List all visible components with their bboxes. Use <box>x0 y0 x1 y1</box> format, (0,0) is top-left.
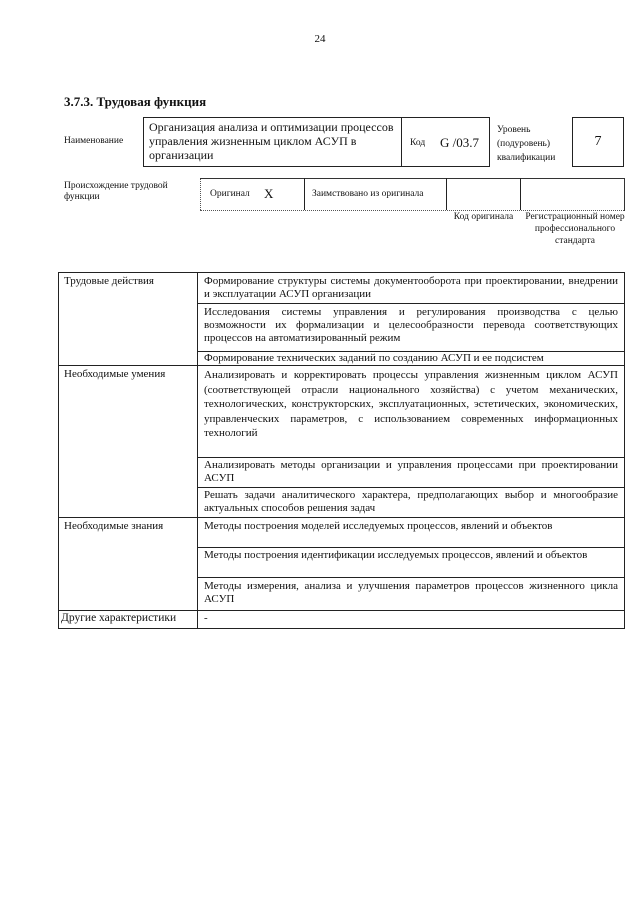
labor-action-item: Исследования системы управления и регулирования производства с целью возможности их формализации и целесообразности перевода соответствующих процессов на автоматизированный режим <box>204 306 618 344</box>
table-top-border <box>58 272 625 273</box>
item-divider <box>197 487 625 488</box>
item-divider <box>197 303 625 304</box>
level-box <box>572 117 624 167</box>
page-number: 24 <box>314 33 326 45</box>
labor-action-item: Формирование структуры системы документооборота при проектировании, внедрении и эксплуатации АСУП организации <box>204 275 618 300</box>
row-divider-3 <box>58 610 625 611</box>
other-item: - <box>204 612 208 624</box>
skill-item: Анализировать методы организации и управления процессами при проектировании АСУП <box>204 459 618 484</box>
skill-item: Решать задачи аналитического характера, предполагающих выбор и многообразие актуальных способов решения задач <box>204 489 618 514</box>
row-label-labor-actions: Трудовые действия <box>64 275 154 287</box>
row-divider-2 <box>58 517 625 518</box>
skill-item: Анализировать и корректировать процессы управления жизненным циклом АСУП (соответствующей отрасли национального хозяйства) с учетом механических, технологических, конструкторских, эксплуатационных, эстетических, экономических, управленческих параметров, с использованием современных информационных технологий <box>204 369 618 439</box>
row-label-knowledge: Необходимые знания <box>64 520 164 532</box>
knowledge-item: Методы измерения, анализа и улучшения параметров процессов жизненного цикла АСУП <box>204 580 618 605</box>
main-table <box>58 272 625 629</box>
level-value: 7 <box>594 134 602 149</box>
table-right-border <box>624 272 625 629</box>
labor-action-item: Формирование технических заданий по созданию АСУП и ее подсистем <box>204 352 544 364</box>
knowledge-item: Методы построения моделей исследуемых процессов, явлений и объектов <box>204 520 553 532</box>
table-left-border <box>58 272 59 629</box>
reg-number-caption: Регистрационный номер профессионального стандарта <box>525 212 625 246</box>
knowledge-item: Методы построения идентификации исследуемых процессов, явлений и объектов <box>204 549 588 561</box>
name-box <box>143 117 402 167</box>
code-box <box>401 117 490 167</box>
row-divider-1 <box>58 365 625 366</box>
item-divider <box>197 547 625 548</box>
row-label-skills: Необходимые умения <box>64 368 166 380</box>
borrowed-label: Заимствовано из оригинала <box>312 189 424 199</box>
name-label: Наименование <box>64 136 124 146</box>
table-bottom-border <box>58 628 625 629</box>
original-mark: X <box>264 186 274 201</box>
origin-sep-1 <box>304 178 305 210</box>
row-label-other: Другие характеристики <box>61 612 177 624</box>
function-name: Организация анализа и оптимизации процессов управления жизненным циклом АСУП в организации <box>149 120 394 162</box>
origin-sep-3 <box>520 178 521 210</box>
original-label: Оригинал <box>210 189 250 199</box>
table-column-divider <box>197 272 198 629</box>
section-heading: 3.7.3. Трудовая функция <box>64 94 207 109</box>
code-label: Код <box>410 138 426 148</box>
code-value: G /03.7 <box>440 135 479 150</box>
item-divider <box>197 457 625 458</box>
code-original-caption: Код оригинала <box>453 212 514 222</box>
origin-label: Происхождение трудовой функции <box>64 181 168 202</box>
origin-sep-2 <box>446 178 447 210</box>
item-divider <box>197 577 625 578</box>
level-label: Уровень (подуровень) квалификации <box>497 125 556 163</box>
